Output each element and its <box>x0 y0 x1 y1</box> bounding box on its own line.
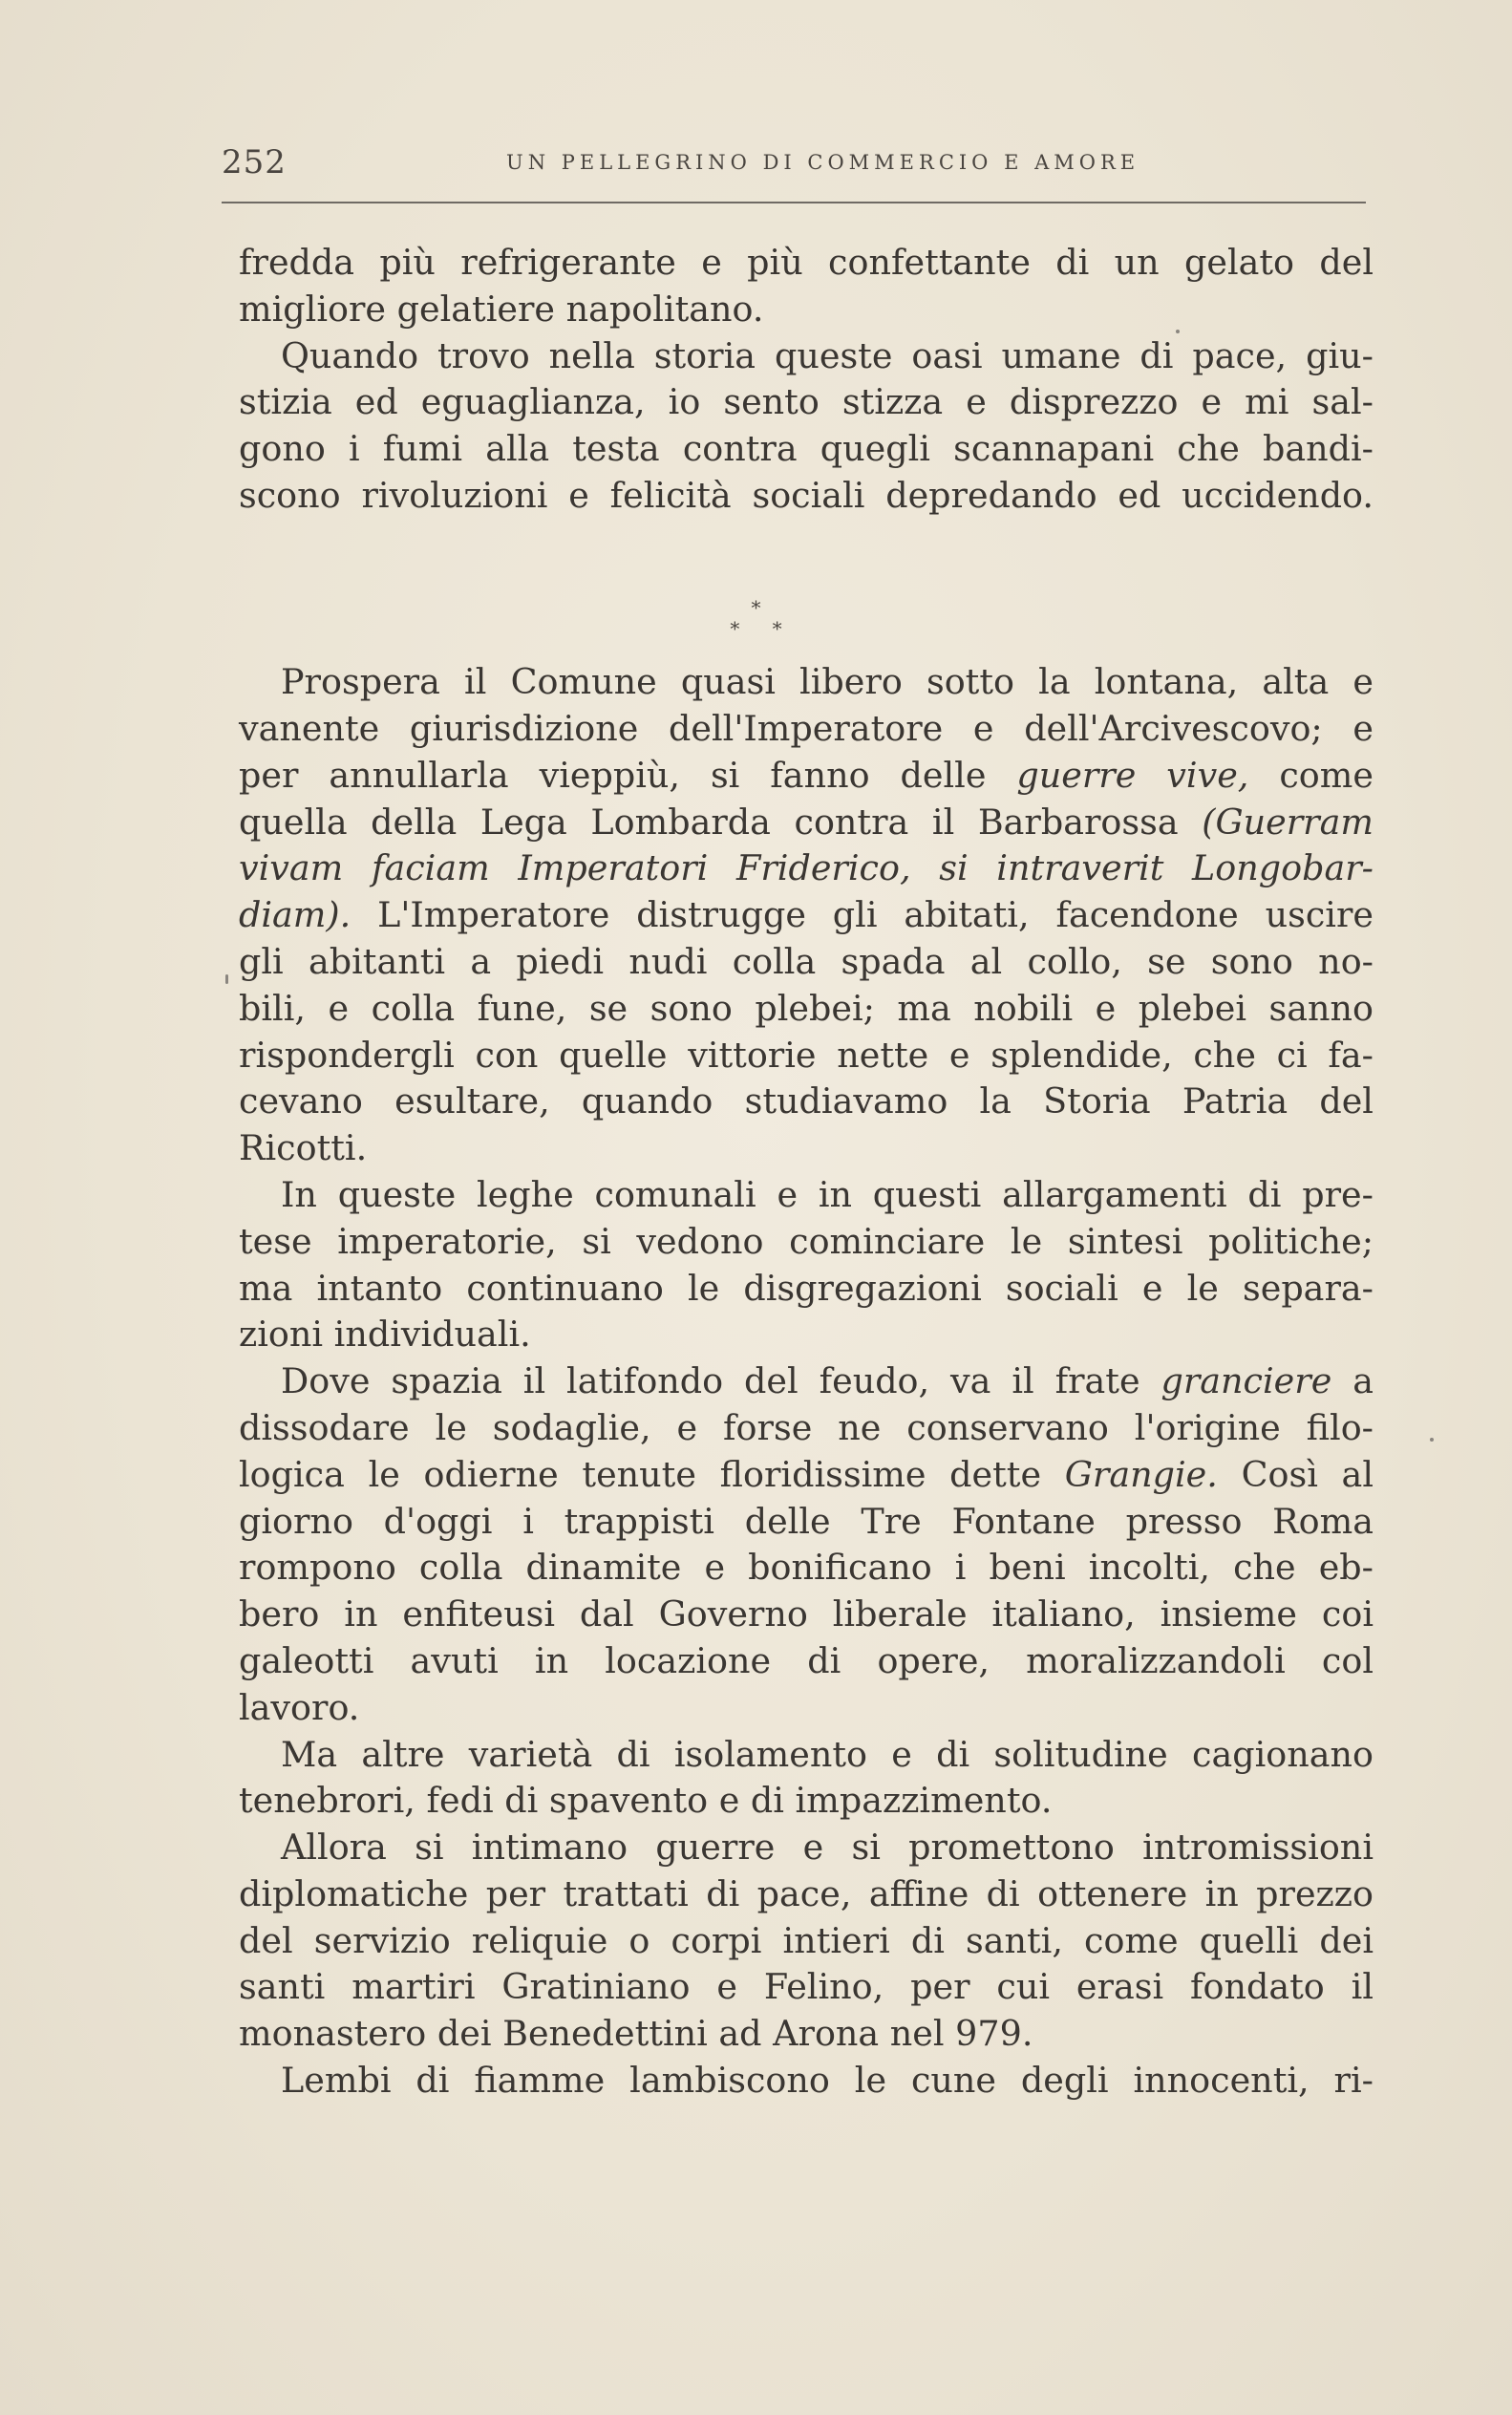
text-line: tenebrori, fedi di spavento e di impazzimento. <box>239 1780 1053 1822</box>
text-line: Allora si intimano guerre e si promettono intromissioni <box>281 1827 1374 1869</box>
text-line: Ricotti. <box>239 1127 368 1169</box>
text-line: vivam faciam Imperatori Friderico, si intraverit Longobar- <box>239 847 1374 889</box>
text-line: bero in enfiteusi dal Governo liberale italiano, insieme coi <box>239 1593 1374 1635</box>
text-line: lavoro. <box>239 1686 360 1728</box>
text-line: dissodare le sodaglie, e forse ne conservano l'origine filo- <box>239 1406 1374 1448</box>
text-line: tese imperatorie, si vedono cominciare le sintesi politiche; <box>239 1220 1374 1262</box>
text-line: fredda più refrigerante e più confettante di un gelato del <box>239 242 1374 283</box>
text-line: diam). L'Imperatore distrugge gli abitati, facendone uscire <box>239 894 1374 936</box>
header-rule <box>222 202 1366 203</box>
text-line: Dove spazia il latifondo del feudo, va il frate granciere a <box>281 1360 1374 1402</box>
text-line: giorno d'oggi i trappisti delle Tre Fontane presso Roma <box>239 1500 1374 1542</box>
paper-speck <box>1430 1438 1434 1442</box>
text-line: diplomatiche per trattati di pace, affine di ottenere in prezzo <box>239 1872 1374 1914</box>
page-header <box>222 143 1368 182</box>
text-line <box>239 520 1374 566</box>
text-line <box>239 612 1374 659</box>
text-line: scono rivoluzioni e felicità sociali depredando ed uccidendo. <box>239 474 1374 516</box>
text-line: stizia ed eguaglianza, io sento stizza e disprezzo e mi sal- <box>239 381 1374 423</box>
running-title: UN PELLEGRINO DI COMMERCIO E AMORE <box>506 151 1140 174</box>
text-line: Lembi di fiamme lambiscono le cune degli innocenti, ri- <box>281 2060 1374 2102</box>
text-line: gli abitanti a piedi nudi colla spada al collo, se sono no- <box>239 940 1374 982</box>
text-line: ma intanto continuano le disgregazioni sociali e le separa- <box>239 1267 1374 1309</box>
text-line: santi martiri Gratiniano e Felino, per cui erasi fondato il <box>239 1966 1374 2008</box>
text-line: logica le odierne tenute floridissime dette Grangie. Così al <box>239 1453 1374 1495</box>
text-line: Quando trovo nella storia queste oasi umane di pace, giu- <box>281 334 1374 376</box>
text-line: vanente giurisdizione dell'Imperatore e dell'Arcivescovo; e <box>239 707 1374 749</box>
text-line: rispondergli con quelle vittorie nette e splendide, che ci fa- <box>239 1034 1374 1076</box>
asterism-top: * <box>751 596 761 619</box>
text-line <box>239 566 1374 613</box>
text-line: quella della Lega Lombarda contra il Barbarossa (Guerram <box>239 801 1374 843</box>
text-line: rompono colla dinamite e bonificano i beni incolti, che eb- <box>239 1547 1374 1589</box>
asterism-bottom: * * <box>730 617 796 640</box>
body-text <box>239 240 1374 2105</box>
text-line: gono i fumi alla testa contra quegli scannapani che bandi- <box>239 428 1374 470</box>
text-line: galeotti avuti in locazione di opere, moralizzandoli col <box>239 1639 1374 1681</box>
paper-speck <box>1176 330 1180 333</box>
text-line: bili, e colla fune, se sono plebei; ma nobili e plebei sanno <box>239 987 1374 1029</box>
text-line: cevano esultare, quando studiavamo la Storia Patria del <box>239 1080 1374 1122</box>
text-line: Prospera il Comune quasi libero sotto la lontana, alta e <box>281 661 1374 703</box>
text-line: migliore gelatiere napolitano. <box>239 288 764 330</box>
page-number: 252 <box>222 143 287 182</box>
text-line: monastero dei Benedettini ad Arona nel 979. <box>239 2013 1033 2055</box>
paper-speck <box>225 974 228 984</box>
text-line: zioni individuali. <box>239 1314 531 1356</box>
text-line: per annullarla vieppiù, si fanno delle guerre vive, come <box>239 754 1374 796</box>
text-line: In queste leghe comunali e in questi allargamenti di pre- <box>281 1173 1374 1215</box>
text-line: del servizio reliquie o corpi intieri di santi, come quelli dei <box>239 1919 1374 1961</box>
text-line: Ma altre varietà di isolamento e di solitudine cagionano <box>281 1733 1374 1775</box>
